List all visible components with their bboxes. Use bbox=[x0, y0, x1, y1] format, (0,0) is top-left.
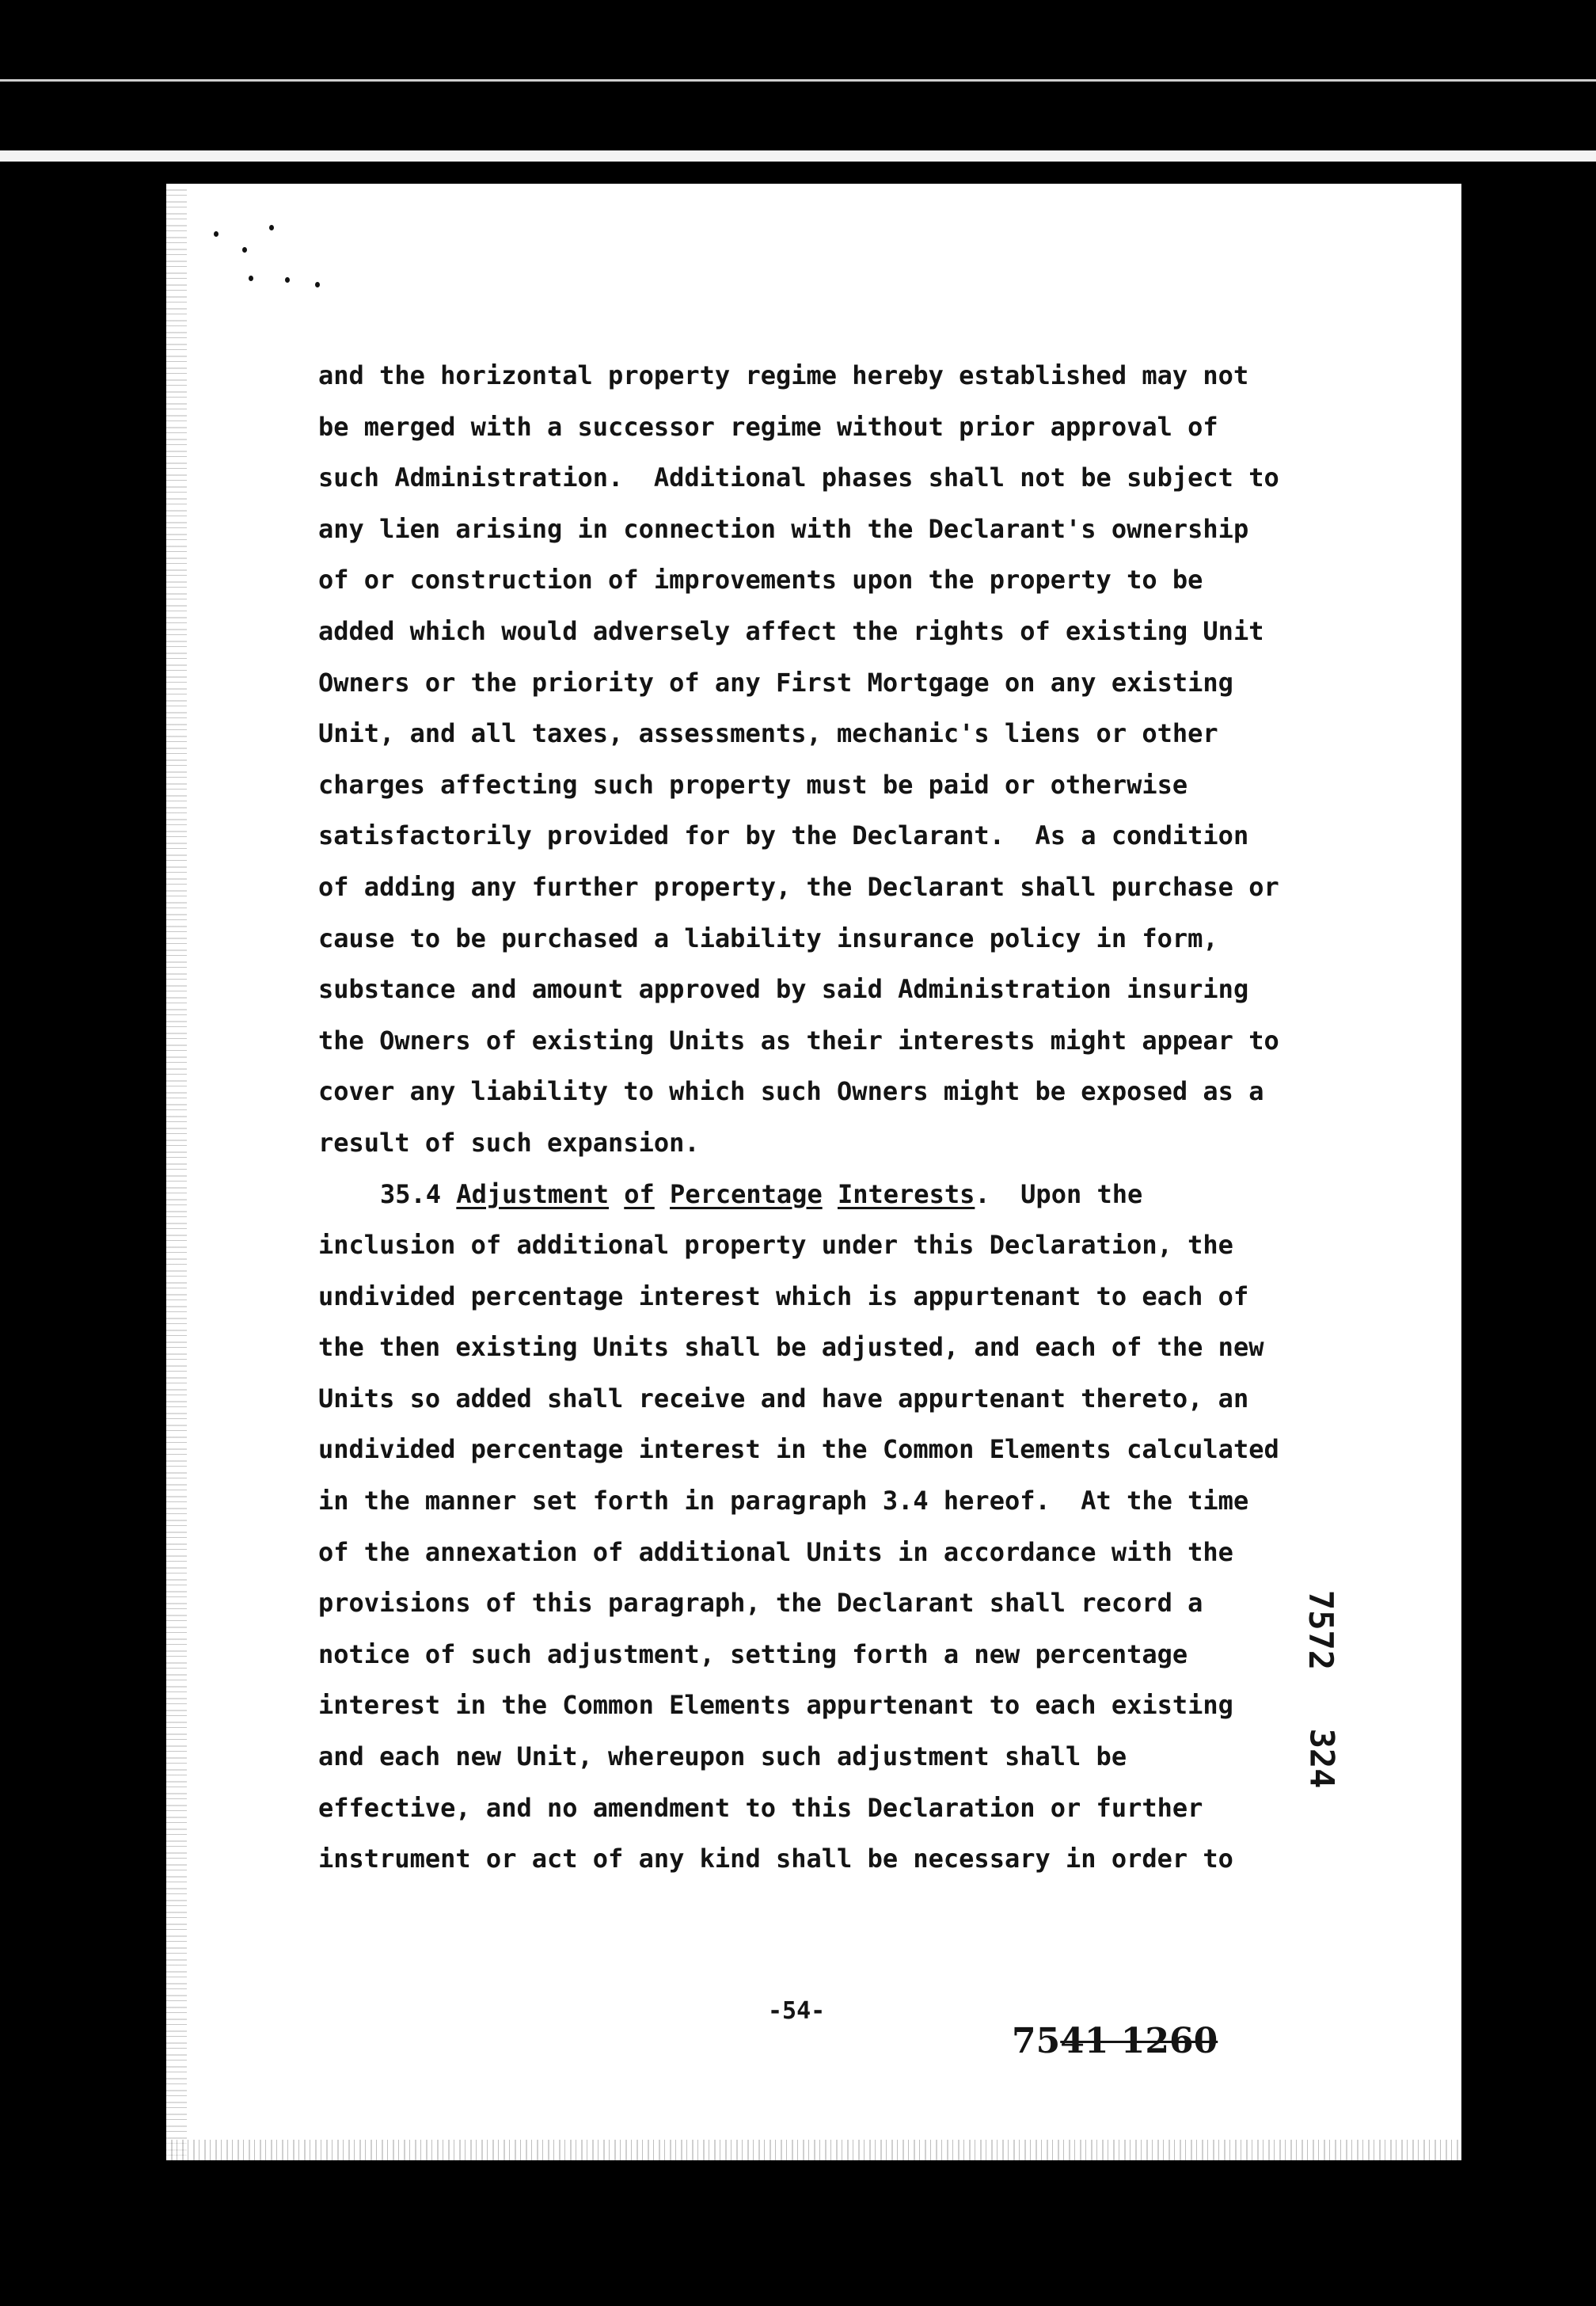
text-line: in the manner set forth in paragraph 3.4 hereof. At the time bbox=[318, 1486, 1249, 1516]
scan-speck bbox=[249, 276, 253, 281]
scan-noise-left-edge bbox=[166, 184, 187, 2160]
section-first-line-rest: Upon the bbox=[1020, 1178, 1143, 1209]
scan-speck bbox=[315, 282, 320, 287]
scan-speck bbox=[242, 247, 247, 253]
text-line: any lien arising in connection with the Declarant's ownership bbox=[318, 513, 1249, 544]
text-line: such Administration. Additional phases shall not be subject to bbox=[318, 462, 1279, 493]
section-heading-end: . bbox=[975, 1178, 990, 1209]
section-heading-word: Percentage bbox=[670, 1178, 823, 1209]
stamp-prefix: 75 bbox=[1012, 2021, 1061, 2061]
page-number: -54- bbox=[768, 1997, 826, 2025]
text-line: the then existing Units shall be adjusted, and each of the new bbox=[318, 1332, 1264, 1363]
text-line: inclusion of additional property under this Declaration, the bbox=[318, 1230, 1233, 1261]
text-line: and the horizontal property regime hereby established may not bbox=[318, 360, 1249, 390]
text-line: Unit, and all taxes, assessments, mechanic's liens or other bbox=[318, 718, 1218, 749]
scan-speck bbox=[269, 225, 274, 230]
text-line: provisions of this paragraph, the Declarant shall record a bbox=[318, 1588, 1203, 1619]
section-heading-word: Adjustment bbox=[456, 1178, 609, 1209]
text-line: undivided percentage interest in the Common Elements calculated bbox=[318, 1434, 1279, 1465]
text-line: the Owners of existing Units as their interests might appear to bbox=[318, 1025, 1279, 1056]
text-line: and each new Unit, whereupon such adjustment shall be bbox=[318, 1741, 1127, 1772]
text-line: substance and amount approved by said Administration insuring bbox=[318, 974, 1249, 1005]
side-page-number: 324 bbox=[1302, 1728, 1342, 1789]
text-line: interest in the Common Elements appurtenant to each existing bbox=[318, 1690, 1233, 1721]
scanner-rule bbox=[0, 150, 1596, 162]
text-line: undivided percentage interest which is appurtenant to each of bbox=[318, 1280, 1249, 1311]
text-line: cover any liability to which such Owners might be exposed as a bbox=[318, 1076, 1264, 1107]
text-line: Owners or the priority of any First Mortgage on any existing bbox=[318, 667, 1233, 698]
text-line: Units so added shall receive and have appurtenant thereto, an bbox=[318, 1383, 1249, 1414]
stamp-struck-out: 41 1260 bbox=[1060, 2021, 1218, 2061]
text-line: cause to be purchased a liability insurance policy in form, bbox=[318, 923, 1218, 953]
section-heading-word: Interests bbox=[837, 1178, 975, 1209]
text-line: be merged with a successor regime without prior approval of bbox=[318, 411, 1218, 442]
scanner-rule-thin bbox=[0, 79, 1596, 82]
text-line: notice of such adjustment, setting forth a new percentage bbox=[318, 1638, 1188, 1669]
document-page bbox=[166, 184, 1461, 2160]
text-line: of or construction of improvements upon the property to be bbox=[318, 565, 1203, 596]
text-line: effective, and no amendment to this Declaration or further bbox=[318, 1792, 1203, 1823]
text-line: instrument or act of any kind shall be necessary in order to bbox=[318, 1844, 1233, 1874]
scan-speck bbox=[285, 277, 290, 283]
section-heading-line bbox=[318, 1169, 1411, 1220]
section-number: 35.4 bbox=[380, 1178, 442, 1209]
body-text bbox=[318, 350, 1411, 1885]
text-line: of the annexation of additional Units in accordance with the bbox=[318, 1536, 1233, 1567]
text-line: added which would adversely affect the rights of existing Unit bbox=[318, 615, 1264, 646]
side-book-number: 7572 bbox=[1302, 1589, 1341, 1671]
section-heading-word: of bbox=[624, 1178, 655, 1209]
text-line: satisfactorily provided for by the Declarant. As a condition bbox=[318, 820, 1249, 851]
text-line: result of such expansion. bbox=[318, 1127, 700, 1158]
scan-speck bbox=[214, 231, 218, 237]
text-line: charges affecting such property must be paid or otherwise bbox=[318, 769, 1188, 800]
book-page-stamp bbox=[1012, 2021, 1218, 2061]
text-line: of adding any further property, the Declarant shall purchase or bbox=[318, 871, 1279, 902]
scan-noise-bottom-edge bbox=[166, 2140, 1461, 2160]
